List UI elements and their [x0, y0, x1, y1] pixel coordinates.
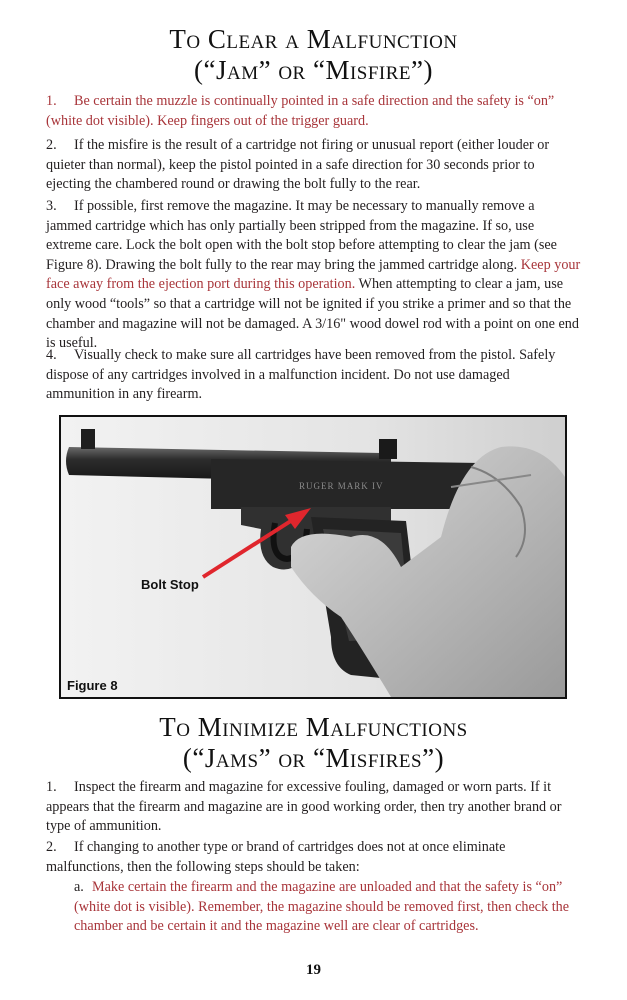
pistol-illustration: [61, 417, 565, 697]
heading-line-1: To Minimize Malfunctions: [159, 712, 468, 742]
step-number: 2.: [46, 839, 57, 855]
clear-step-3: [46, 197, 581, 354]
receiver-engraving: RUGER MARK IV: [299, 481, 384, 491]
section-heading-minimize-malfunctions: [0, 712, 627, 774]
clear-step-2: [46, 136, 581, 195]
step-warning-text: Keep your face away from the ejection port during this operation.: [46, 256, 581, 293]
step-text-continued: When attempting to clear a jam, use only wood “tools” so that a cartridge will not be ignited if you strike a primer and so that the chamber and magazine will not be damaged. A 3/16" wood dowel rod with a point on one end is useful.: [46, 276, 579, 352]
minimize-step-1: [46, 778, 581, 837]
heading-line-2: (“Jams” or “Misfires”): [182, 743, 445, 773]
step-number: 3.: [46, 198, 57, 214]
step-text: If the misfire is the result of a cartridge not firing or unusual report (either louder or quieter than normal), keep the pistol pointed in a safe direction for 30 seconds prior to ejecting the chambered round or drawing the bolt fully to the rear.: [46, 137, 550, 193]
bolt-stop-callout-label: Bolt Stop: [141, 577, 199, 592]
minimize-substep-a: [74, 878, 574, 937]
step-number: 1.: [46, 93, 57, 109]
substep-letter: a.: [74, 879, 84, 895]
step-text: Visually check to make sure all cartridges have been removed from the pistol. Safely dispose of any cartridges involved in a malfunction incident. Do not use damaged ammunition in any firearm.: [46, 347, 556, 403]
figure-8-photo: [59, 415, 567, 699]
step-text: Be certain the muzzle is continually pointed in a safe direction and the safety is “on” (white dot visible). Keep fingers out of the trigger guard.: [46, 93, 555, 129]
heading-line-1: To Clear a Malfunction: [169, 24, 458, 54]
page-number: 19: [306, 962, 321, 978]
section-heading-clear-malfunction: [0, 24, 627, 86]
figure-caption: Figure 8: [67, 678, 118, 693]
front-sight: [81, 429, 95, 449]
step-number: 1.: [46, 779, 57, 795]
clear-step-4: [46, 346, 581, 405]
step-number: 4.: [46, 347, 57, 363]
heading-line-2: (“Jam” or “Misfire”): [193, 55, 433, 85]
substep-text: Make certain the firearm and the magazine are unloaded and that the safety is “on” (white dot is visible). Remember, the magazine should be removed first, then check the chamber and be certain it and the magazine well are clear of cartridges.: [74, 879, 570, 935]
clear-step-1: [46, 92, 581, 131]
step-number: 2.: [46, 137, 57, 153]
rear-sight: [379, 439, 397, 459]
step-text: If possible, first remove the magazine. It may be necessary to manually remove a jammed cartridge which has only partially been stripped from the magazine. If so, use extreme care. Lock the bolt open with the bolt stop before attempting to clear the jam (see Figure 8). Drawing the bolt fully to the rear may bring the jammed cartridge along.: [46, 198, 557, 273]
minimize-step-2: [46, 838, 581, 877]
step-text: If changing to another type or brand of cartridges does not at once eliminate malfunctions, then the following steps should be taken:: [46, 839, 506, 875]
step-text: Inspect the firearm and magazine for excessive fouling, damaged or worn parts. If it appears that the firearm and magazine are in good working order, then try another brand or type of ammunition.: [46, 779, 562, 835]
